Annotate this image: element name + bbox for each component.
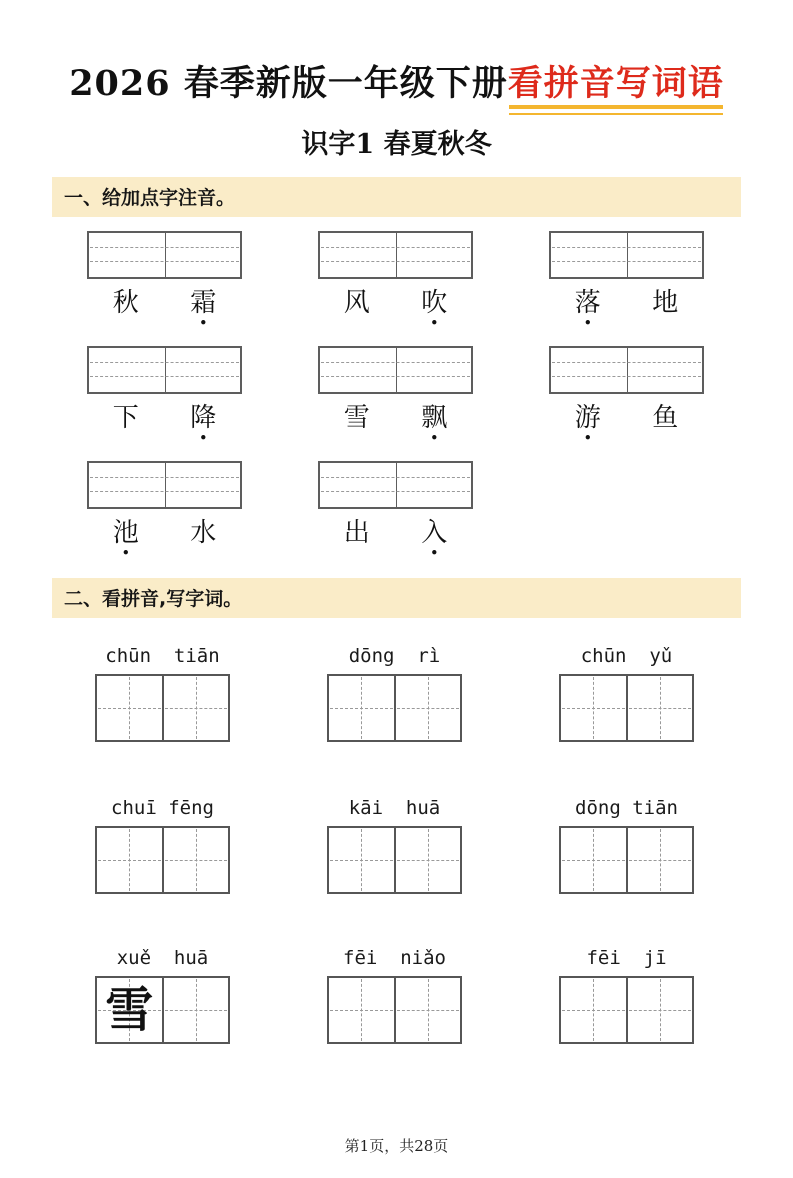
hanzi: 地: [652, 288, 679, 318]
grid-dash-line: [321, 477, 470, 478]
annotation-item-xiajiang: [87, 346, 242, 447]
character-box: [318, 518, 396, 562]
annotation-item-qiushuang: [87, 231, 242, 332]
emphasis-dot: •: [583, 429, 593, 447]
grid-divider: [165, 463, 166, 507]
grid-cell: [162, 978, 229, 1042]
character-writing-grid: [327, 674, 462, 742]
grid-dash-line: [552, 247, 701, 248]
character-writing-grid: [559, 826, 694, 894]
pinyin-label: dōng tiān: [575, 797, 678, 819]
pinyin-label: chuī fēng: [111, 797, 214, 819]
character-writing-grid: [559, 976, 694, 1044]
word-item-chuifeng: [95, 796, 230, 894]
character-pair: [87, 403, 242, 447]
character-box: [87, 288, 165, 332]
character-box: [396, 518, 474, 562]
grid-dash-line: [321, 261, 470, 262]
annotation-item-chishui: [87, 461, 242, 562]
character-pair: [549, 288, 704, 332]
character-pair: [318, 518, 473, 562]
word-item-kaihua: [327, 796, 462, 894]
hanzi: 游: [574, 403, 601, 433]
grid-dash-line: [321, 362, 470, 363]
emphasis-dot: •: [429, 429, 439, 447]
hanzi: 降: [190, 403, 217, 433]
grid-cell: [97, 828, 162, 892]
character-pair: [87, 288, 242, 332]
grid-cell: [561, 676, 626, 740]
annotation-item-luodi: [549, 231, 704, 332]
grid-dash-line: [90, 261, 239, 262]
hanzi: 池: [112, 518, 139, 548]
grid-divider: [396, 348, 397, 392]
worksheet-page: [0, 56, 793, 1178]
grid-dash-line: [552, 376, 701, 377]
pinyin-writing-grid: [318, 231, 473, 279]
pinyin-writing-grid: [549, 346, 704, 394]
grid-divider: [627, 233, 628, 277]
grid-dash-line: [90, 477, 239, 478]
section2-heading: 二、看拼音,写字词。: [52, 578, 741, 618]
character-pair: [318, 288, 473, 332]
word-item-dongri: [327, 644, 462, 742]
word-item-feiniao: [327, 946, 462, 1044]
grid-cell: [329, 978, 394, 1042]
emphasis-dot: •: [429, 314, 439, 332]
section1-row-1: [87, 231, 793, 332]
grid-dash-line: [90, 491, 239, 492]
character-box: [549, 288, 627, 332]
character-box: [87, 403, 165, 447]
character-box: [396, 288, 474, 332]
pinyin-label: kāi huā: [348, 797, 441, 819]
grid-dash-line: [552, 362, 701, 363]
grid-dash-line: [321, 491, 470, 492]
grid-cell: [329, 828, 394, 892]
character-writing-grid: [95, 826, 230, 894]
character-box: [165, 288, 243, 332]
grid-cell: [626, 978, 693, 1042]
pinyin-writing-grid: [87, 461, 242, 509]
grid-cell: [394, 676, 461, 740]
grid-divider: [396, 463, 397, 507]
hanzi: 入: [421, 518, 448, 548]
character-box: [549, 403, 627, 447]
grid-divider: [165, 233, 166, 277]
annotation-item-xuepiao: [318, 346, 473, 447]
character-writing-grid: [559, 674, 694, 742]
grid-cell: [394, 978, 461, 1042]
grid-cell: [162, 828, 229, 892]
pinyin-label: chūn tiān: [105, 645, 220, 667]
annotation-item-fengchui: [318, 231, 473, 332]
title-red-part: 看拼音写词语: [508, 56, 724, 106]
hanzi: 鱼: [652, 403, 679, 433]
section2-row-3: [95, 946, 793, 1044]
section2-row-2: [95, 796, 793, 894]
emphasis-dot: •: [429, 544, 439, 562]
grid-cell: [626, 828, 693, 892]
section2-row-1: [95, 644, 793, 742]
grid-cell: [394, 828, 461, 892]
character-writing-grid: [95, 976, 230, 1044]
grid-cell: [561, 828, 626, 892]
page-number: 第1页，共28页: [344, 1137, 449, 1155]
grid-cell: [162, 676, 229, 740]
pinyin-label: xuě huā: [116, 947, 209, 969]
lesson-subtitle: 识字1 春夏秋冬: [301, 129, 492, 160]
section1-heading: 一、给加点字注音。: [52, 177, 741, 217]
character-box: [165, 403, 243, 447]
character-box: [627, 403, 705, 447]
pinyin-writing-grid: [318, 461, 473, 509]
pinyin-writing-grid: [87, 346, 242, 394]
hanzi: 雪: [343, 403, 370, 433]
title-black-part: 2026 春季新版一年级下册: [69, 63, 508, 104]
character-writing-grid: [95, 674, 230, 742]
hanzi: 吹: [421, 288, 448, 318]
word-item-chunyu: [559, 644, 694, 742]
grid-divider: [396, 233, 397, 277]
page-title: [0, 56, 793, 106]
character-pair: [549, 403, 704, 447]
annotation-item-youyu: [549, 346, 704, 447]
grid-cell: [626, 676, 693, 740]
section1-row-2: [87, 346, 793, 447]
word-item-chuntian: [95, 644, 230, 742]
grid-cell: [97, 676, 162, 740]
grid-dash-line: [321, 247, 470, 248]
emphasis-dot: •: [121, 544, 131, 562]
word-item-xuehua: [95, 946, 230, 1044]
pinyin-writing-grid: [87, 231, 242, 279]
hanzi: 秋: [112, 288, 139, 318]
grid-divider: [627, 348, 628, 392]
grid-cell: [561, 978, 626, 1042]
emphasis-dot: •: [583, 314, 593, 332]
character-box: [627, 288, 705, 332]
hanzi: 下: [112, 403, 139, 433]
grid-dash-line: [90, 376, 239, 377]
word-item-dongtian: [559, 796, 694, 894]
annotation-item-churu: [318, 461, 473, 562]
hanzi: 风: [343, 288, 370, 318]
grid-cell: [329, 676, 394, 740]
pinyin-label: fēi jī: [586, 947, 667, 969]
pinyin-writing-grid: [549, 231, 704, 279]
word-item-feiji: [559, 946, 694, 1044]
written-character: 雪: [105, 982, 154, 1038]
pinyin-label: chūn yǔ: [580, 645, 673, 667]
grid-divider: [165, 348, 166, 392]
emphasis-dot: •: [198, 429, 208, 447]
hanzi: 飘: [421, 403, 448, 433]
character-box: [318, 403, 396, 447]
pinyin-writing-grid: [318, 346, 473, 394]
hanzi: 霜: [190, 288, 217, 318]
grid-dash-line: [90, 362, 239, 363]
character-writing-grid: [327, 826, 462, 894]
character-writing-grid: [327, 976, 462, 1044]
pinyin-label: fēi niǎo: [343, 947, 446, 969]
hanzi: 出: [343, 518, 370, 548]
character-box: [165, 518, 243, 562]
character-box: [318, 288, 396, 332]
emphasis-dot: •: [198, 314, 208, 332]
section1-row-3: [87, 461, 793, 562]
grid-dash-line: [321, 376, 470, 377]
pinyin-label: dōng rì: [348, 645, 441, 667]
character-box: [87, 518, 165, 562]
character-pair: [87, 518, 242, 562]
character-pair: [318, 403, 473, 447]
hanzi: 水: [190, 518, 217, 548]
grid-dash-line: [90, 247, 239, 248]
hanzi: 落: [574, 288, 601, 318]
character-box: [396, 403, 474, 447]
grid-dash-line: [552, 261, 701, 262]
grid-cell: [97, 978, 162, 1042]
